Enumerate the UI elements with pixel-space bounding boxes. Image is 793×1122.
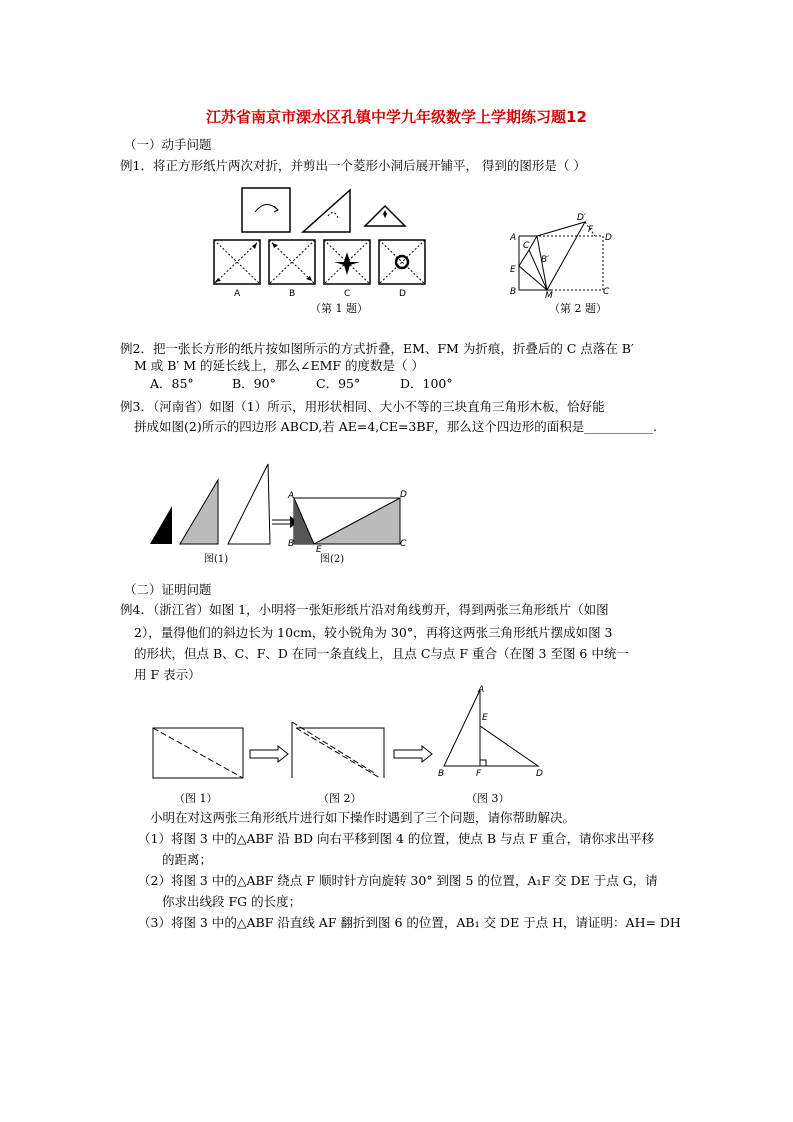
example-1-text: 例1．将正方形纸片两次对折，并剪出一个菱形小洞后展开铺平， 得到的图形是（ ）	[120, 158, 586, 173]
point-label: D	[400, 490, 407, 500]
point-label: A	[288, 491, 295, 501]
point-label: D	[605, 233, 612, 243]
point-label: E	[316, 545, 322, 555]
option-label: A	[234, 289, 241, 299]
figure-4	[150, 682, 560, 807]
point-label: C	[603, 287, 610, 297]
figure-3	[148, 460, 418, 570]
option-label: C	[344, 289, 351, 299]
option-label: D	[399, 289, 406, 299]
folded-triangle-2	[303, 190, 350, 232]
point-label: E	[510, 265, 516, 275]
example-4-intro: 小明在对这两张三角形纸片进行如下操作时遇到了三个问题，请你帮助解决。	[150, 810, 576, 825]
page-title: 江苏省南京市溧水区孔镇中学九年级数学上学期练习题12	[206, 108, 587, 126]
point-label: B	[438, 769, 445, 779]
medium-triangle	[180, 480, 218, 544]
section-heading-hands-on: （一）动手问题	[124, 137, 212, 152]
point-label: D	[536, 769, 543, 779]
large-triangle	[228, 464, 270, 544]
point-label: C	[523, 241, 530, 251]
question-3: （3）将图 3 中的△ABF 沿直线 AF 翻折到图 6 的位置，AB₁ 交 DE 于点 H，请证明：AH= DH	[138, 915, 681, 930]
point-label: F	[476, 769, 482, 779]
option-A-square	[214, 240, 260, 284]
choice-A: A．85°	[150, 376, 194, 391]
choice-D: D．100°	[400, 376, 453, 391]
figure-1	[200, 180, 440, 320]
triangle-ABF	[444, 690, 480, 766]
point-label: F	[588, 225, 594, 235]
question-2-line-2: 你求出线段 FG 的长度；	[162, 894, 302, 909]
option-label: B	[289, 289, 296, 299]
arrow-2	[394, 746, 432, 762]
point-label: M	[545, 291, 553, 301]
example-3-line-2: 拼成如图(2)所示的四边形 ABCD,若 AE=4,CE=3BF，那么这个四边形的面积是___________.	[134, 419, 657, 434]
rectangle-figure-1	[153, 728, 243, 778]
option-D-square	[379, 240, 425, 284]
figure-4-caption-2: （图 2）	[318, 792, 362, 805]
point-label: A	[510, 233, 517, 243]
figure-4-caption-1: （图 1）	[174, 792, 218, 805]
choice-C: C．95°	[316, 376, 361, 391]
figure-4-caption-3: （图 3）	[466, 792, 510, 805]
example-4-line-4: 用 F 表示）	[134, 667, 201, 682]
point-label: B	[510, 287, 517, 297]
point-label: E	[482, 713, 488, 723]
example-4-line-1: 例4．（浙江省）如图 1，小明将一张矩形纸片沿对角线剪开，得到两张三角形纸片（如图	[120, 602, 609, 617]
option-B-square	[269, 240, 315, 284]
example-2-line-1: 例2．把一张长方形的纸片按如图所示的方式折叠，EM、FM 为折痕，折叠后的 C 点落在 B′	[120, 341, 634, 356]
figure-2-caption: （第 2 题）	[549, 302, 607, 315]
point-label: D′	[577, 213, 586, 223]
cut-arc-1	[255, 204, 278, 212]
folded-square-1	[242, 188, 290, 232]
point-label: B	[288, 539, 295, 549]
figure-1-caption: （第 1 题）	[310, 302, 368, 315]
option-C-square	[324, 240, 370, 284]
question-1-line-2: 的距离；	[162, 852, 213, 867]
figure-2	[505, 210, 625, 320]
question-1-line-1: （1）将图 3 中的△ABF 沿 BD 向右平移到图 4 的位置，使点 B 与点 F 重合，请你求出平移	[138, 831, 655, 846]
figure-3-caption-2: 图(2)	[320, 554, 345, 565]
example-4-line-2: 2），量得他们的斜边长为 10cm，较小锐角为 30°，再将这两张三角形纸片摆成如图 3	[134, 625, 613, 640]
arrow-1	[250, 746, 288, 762]
small-triangle	[150, 506, 172, 544]
example-3-line-1: 例3．（河南省）如图（1）所示，用形状相同、大小不等的三块直角三角形木板，恰好能	[120, 399, 605, 414]
question-2-line-1: （2）将图 3 中的△ABF 绕点 F 顺时针方向旋转 30° 到图 5 的位置，A₁F 交 DE 于点 G，请	[138, 873, 658, 888]
example-4-line-3: 的形状，但点 B、C、F、D 在同一条直线上，且点 C与点 F 重合（在图 3 至图 6 中统一	[134, 646, 629, 661]
figure-3-caption-1: 图(1)	[204, 554, 229, 565]
point-label: C	[400, 539, 407, 549]
section-heading-proof: （二）证明问题	[124, 582, 212, 597]
choice-B: B．90°	[232, 376, 276, 391]
point-label: B′	[541, 255, 550, 265]
point-label: A	[478, 685, 485, 695]
triangle-EFD	[480, 726, 538, 766]
example-2-line-2: M 或 B′ M 的延长线上，那么∠EMF 的度数是（ ）	[134, 358, 425, 373]
